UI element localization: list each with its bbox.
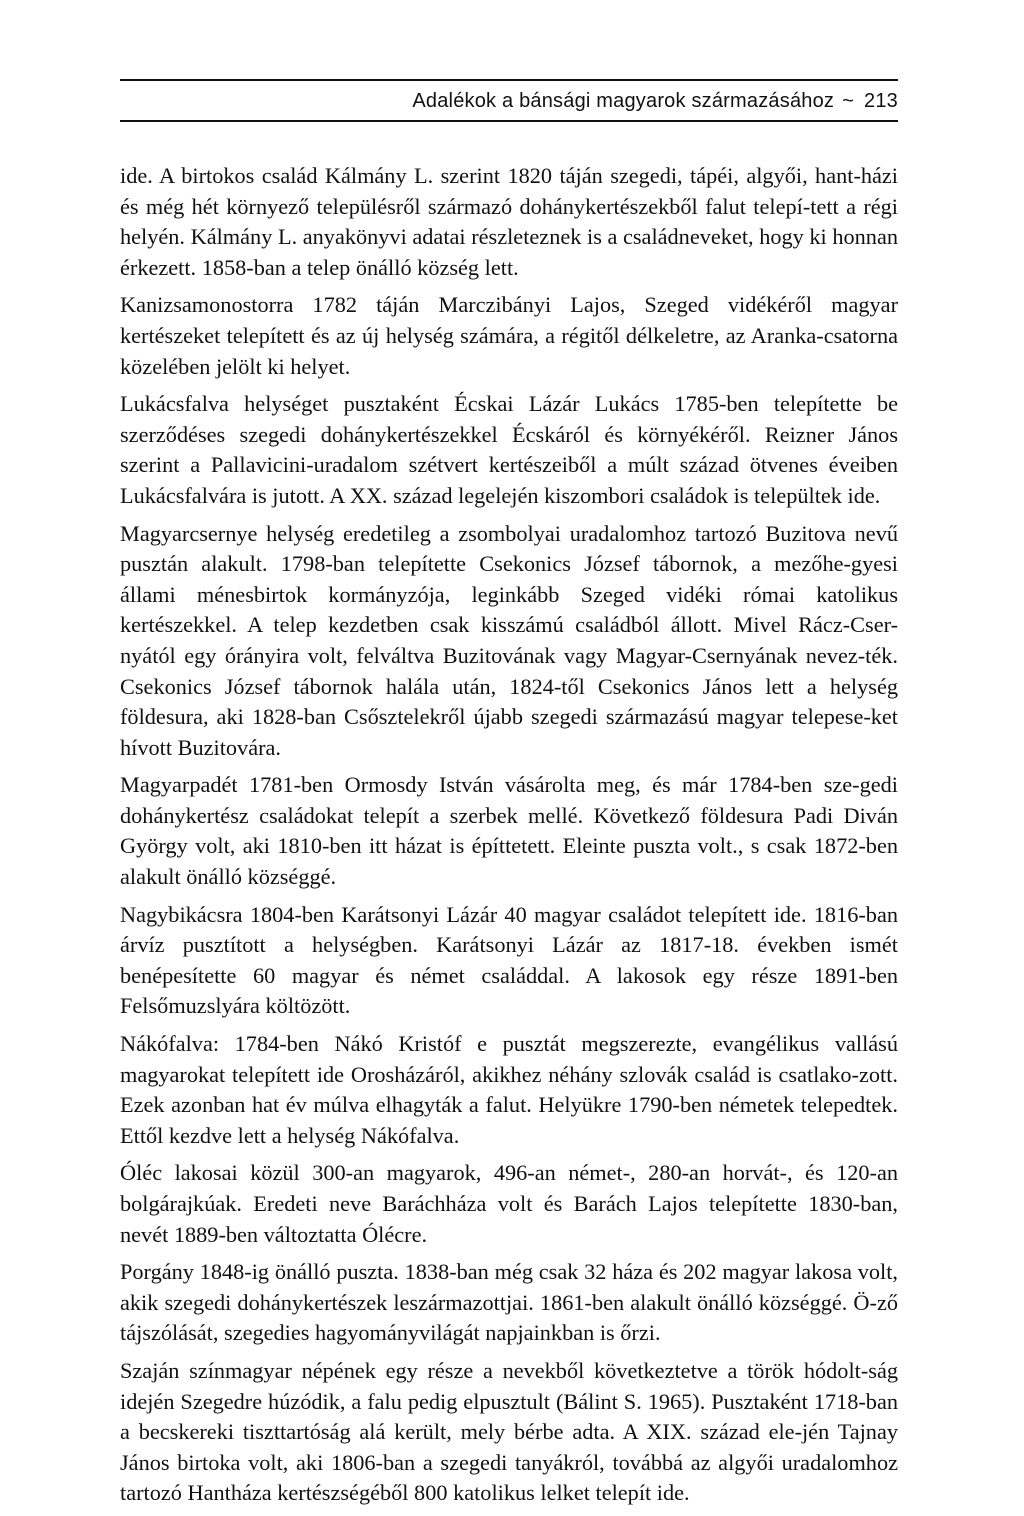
running-head-title: Adalékok a bánsági magyarok származásához <box>412 90 835 112</box>
running-head <box>120 88 898 114</box>
header-rule-top <box>120 79 898 81</box>
header-rule-bottom <box>120 120 898 122</box>
paragraph-szajan: Szaján színmagyar népének egy része a nevekből következtetve a török hódolt-ság idején Szegedre húzódik, a falu pedig elpusztult (Bálint S. 1965). Pusztaként 1718-ban a becskereki tiszttartóság alá került, mely bérbe adta. A XIX. század ele-jén Tajnay János birtoka volt, aki 1806-ban a szegedi tanyákról, továbbá az algyői uradalomhoz tartozó Hantháza kertészségéből 800 katolikus lelket telepít ide. <box>120 1357 898 1506</box>
paragraph-kanizsamonostor: Kanizsamonostorra 1782 táján Marczibányi Lajos, Szeged vidékéről magyar kertészeket telepített és az új helység számára, a régitől délkeletre, az Aranka-csatorna közelében jelölt ki helyet. <box>120 292 898 379</box>
paragraph-magyarpade: Magyarpadét 1781-ben Ormosdy István vásárolta meg, és már 1784-ben sze-gedi dohánykertész családokat telepít a szerbek mellé. Következő földesura Padi Diván György volt, aki 1810-ben itt házat is építtetett. Eleinte puszta volt., s csak 1872-ben alakult önálló községgé. <box>120 772 898 890</box>
body-text <box>120 161 898 1516</box>
paragraph-nagybikacs: Nagybikácsra 1804-ben Karátsonyi Lázár 40 magyar családot telepített ide. 1816-ban árvíz pusztított a helységben. Karátsonyi Lázár az 1817-18. években ismét benépesítette 60 magyar és német családdal. A lakosok egy része 1891-ben Felsőmuzslyára költözött. <box>120 901 898 1019</box>
paragraph-olec: Óléc lakosai közül 300-an magyarok, 496-an német-, 280-an horvát-, és 120-an bolgárajkúak. Eredeti neve Baráchháza volt és Barách Lajos telepítette 1830-ban, nevét 1889-ben változtatta Ólécre. <box>120 1160 898 1247</box>
paragraph-magyarcsernye: Magyarcsernye helység eredetileg a zsombolyai uradalomhoz tartozó Buzitova nevű pusztán alakult. 1798-ban telepítette Csekonics József tábornok, a mezőhe-gyesi állami ménesbirtok kormányzója, leginkább Szeged vidéki római katolikus kertészekkel. A telep kezdetben csak kisszámú családból állott. Mivel Rácz-Cser-nyától egy órányira volt, felváltva Buzitovának vagy Magyar-Csernyának nevez-ték. Csekonics József tábornok halála után, 1824-től Csekonics János lett a helység földesura, aki 1828-ban Csősztelekről újabb szegedi származású magyar telepese-ket hívott Buzitovára. <box>120 520 898 760</box>
paragraph-continuation: ide. A birtokos család Kálmány L. szerint 1820 táján szegedi, tápéi, algyői, hant-házi és még hét környező településről származó dohánykertészekből falut telepí-tett a régi helyén. Kálmány L. anyakönyvi adatai részleteznek is a családneveket, hogy ki honnan érkezett. 1858-ban a telep önálló község lett. <box>120 163 898 280</box>
paragraph-porgany: Porgány 1848-ig önálló puszta. 1838-ban még csak 32 háza és 202 magyar lakosa volt, akik szegedi dohánykertészek leszármazottjai. 1861-ben alakult önálló községgé. Ö-ző tájszólását, szegedies hagyományvilágát napjainkban is őrzi. <box>120 1259 898 1346</box>
paragraph-lukacsfalva: Lukácsfalva helységet pusztaként Écskai Lázár Lukács 1785-ben telepítette be szerződéses szegedi dohánykertészekkel Écskáról és környékéről. Reizner János szerint a Pallavicini-uradalom szétvert kertészeiből a múlt század ötvenes éveiben Lukácsfalvára is jutott. A XX. század legelején kiszombori családok is települtek ide. <box>120 391 898 508</box>
page-number: 213 <box>864 90 898 112</box>
paragraph-nakofalva: Nákófalva: 1784-ben Nákó Kristóf e pusztát megszerezte, evangélikus vallású magyarokat telepített ide Orosházáról, akikhez néhány szlovák család is csatlako-zott. Ezek azonban hat év múlva elhagyták a falut. Helyükre 1790-ben németek telepedtek. Ettől kezdve lett a helység Nákófalva. <box>120 1031 898 1148</box>
running-head-separator: ~ <box>842 90 855 112</box>
